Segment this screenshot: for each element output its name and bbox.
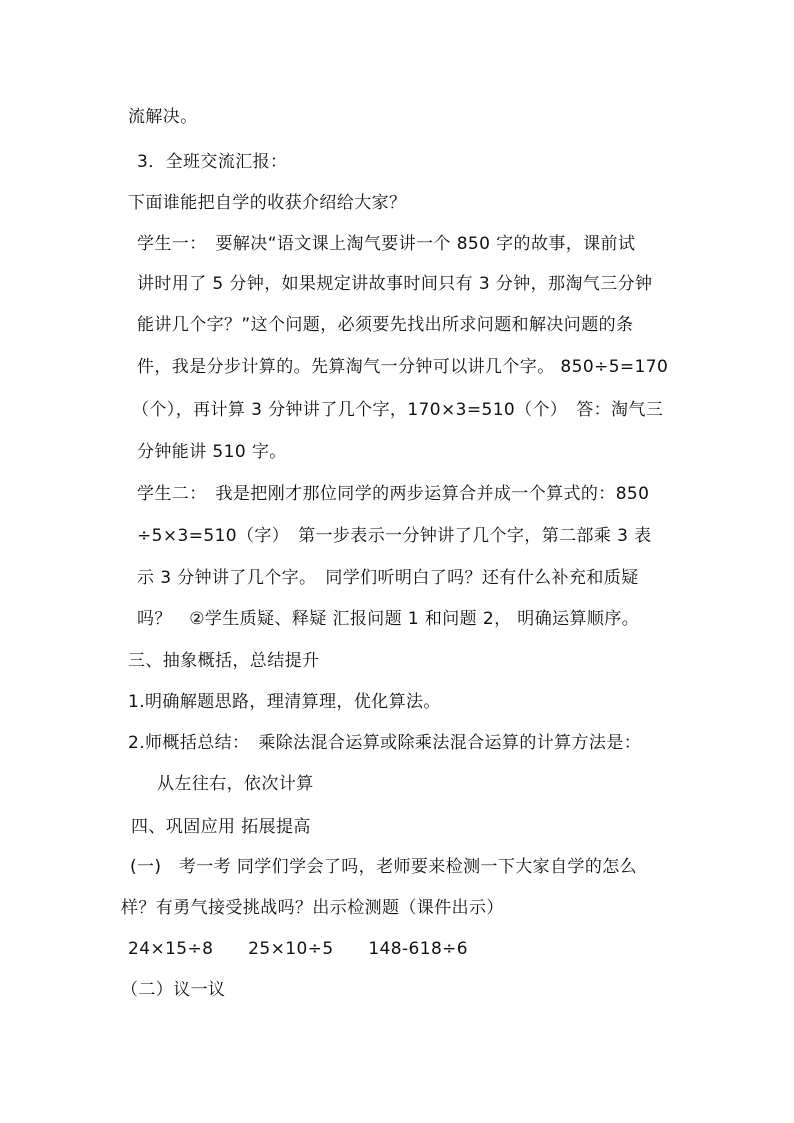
text-line: 件，我是分步计算的。先算淘气一分钟可以讲几个字。 850÷5=170 bbox=[137, 357, 669, 377]
section-heading: 四、巩固应用 拓展提高 bbox=[131, 817, 311, 837]
text-line: 分钟能讲 510 字。 bbox=[137, 442, 287, 462]
text-line: 2.师概括总结： 乘除法混合运算或除乘法混合运算的计算方法是： bbox=[128, 733, 642, 753]
section-heading: 三、抽象概括，总结提升 bbox=[128, 651, 320, 671]
text-line: 讲时用了 5 分钟，如果规定讲故事时间只有 3 分钟，那淘气三分钟 bbox=[137, 274, 653, 294]
text-line: 示 3 分钟讲了几个字。 同学们听明白了吗？还有什么补充和质疑 bbox=[137, 568, 639, 588]
text-line: 流解决。 bbox=[128, 107, 198, 127]
text-line: 学生一： 要解决“语文课上淘气要讲一个 850 字的故事，课前试 bbox=[137, 234, 636, 254]
text-line: 样？有勇气接受挑战吗？出示检测题（课件出示） bbox=[121, 898, 504, 918]
text-line: 学生二： 我是把刚才那位同学的两步运算合并成一个算式的：850 bbox=[137, 484, 650, 504]
text-line: 下面谁能把自学的收获介绍给大家？ bbox=[128, 193, 407, 213]
text-line: 从左往右，依次计算 bbox=[157, 774, 314, 794]
math-expressions: 24×15÷8 25×10÷5 148-618÷6 bbox=[128, 939, 469, 959]
text-line: ÷5×3=510（字） 第一步表示一分钟讲了几个字，第二部乘 3 表 bbox=[137, 526, 652, 546]
text-line: 吗？ ②学生质疑、释疑 汇报问题 1 和问题 2， 明确运算顺序。 bbox=[137, 609, 640, 629]
section-heading: （二）议一议 bbox=[121, 980, 226, 1000]
text-line: （个），再计算 3 分钟讲了几个字，170×3=510（个） 答：淘气三 bbox=[132, 400, 664, 420]
text-line: 1.明确解题思路，理清算理，优化算法。 bbox=[128, 692, 441, 712]
section-heading: 3．全班交流汇报： bbox=[137, 152, 288, 172]
text-line: 能讲几个字？”这个问题，必须要先找出所求问题和解决问题的条 bbox=[137, 315, 634, 335]
text-line: (一) 考一考 同学们学会了吗，老师要来检测一下大家自学的怎么 bbox=[130, 857, 638, 877]
